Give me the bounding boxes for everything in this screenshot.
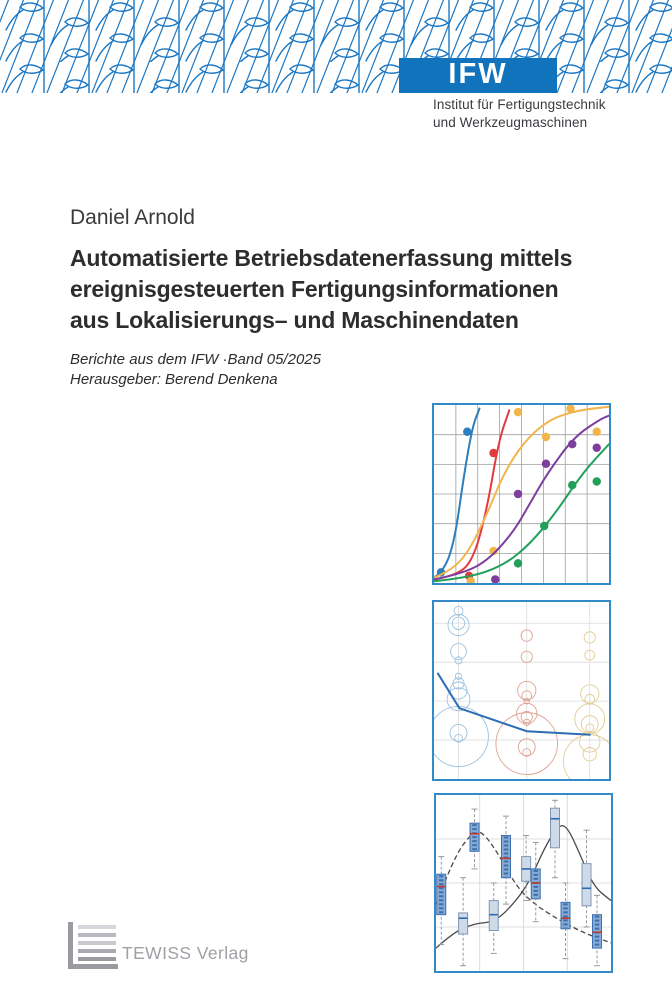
publisher-name: TEWISS Verlag [122,943,249,963]
tewiss-logo-icon [68,922,118,969]
figure-boxplots [434,793,613,973]
blue-column [434,606,488,766]
title-line-3: aus Lokalisierungs– und Maschinendaten [70,307,519,333]
author-name: Daniel Arnold [70,206,195,229]
boxplot [437,857,446,945]
institute-line-1: Institut für Fertigungstechnik [433,97,606,112]
boxplots-chart [436,795,611,971]
title-line-1: Automatisierte Betriebsdatenerfassung mittels [70,245,573,271]
figure-decay-curves [432,403,611,585]
decay-curves-chart [434,405,609,583]
bubble-columns-chart [434,602,609,779]
series-blue [434,409,480,578]
institute-name [433,96,606,132]
boxplot [593,895,602,965]
boxplot [531,843,540,922]
title-line-2: ereignisgesteuerten Fertigungsinformationen [70,276,559,302]
figure-bubble-columns [432,600,611,781]
ifw-logo [399,58,557,93]
grid [434,602,609,779]
boxplot [551,800,560,877]
editor-info: Herausgeber: Berend Denkena [70,371,278,388]
ifw-logo-text: IFW [448,58,508,90]
yellow-column [563,632,609,779]
boxplot [502,816,511,904]
boxplot [561,883,570,959]
tewiss-logo-vertical-bar [68,922,73,969]
book-title [70,243,630,336]
chip-pattern-graphic [0,0,672,93]
boxplot [470,809,479,869]
header-pattern-band [0,0,672,93]
boxplot [582,830,591,927]
institute-line-2: und Werkzeugmaschinen [433,115,588,130]
boxplot [459,878,468,966]
series-info: Berichte aus dem IFW ·Band 05/2025 [70,351,321,368]
boxplot [489,883,498,953]
tewiss-logo-horizontal-bar [68,964,118,969]
